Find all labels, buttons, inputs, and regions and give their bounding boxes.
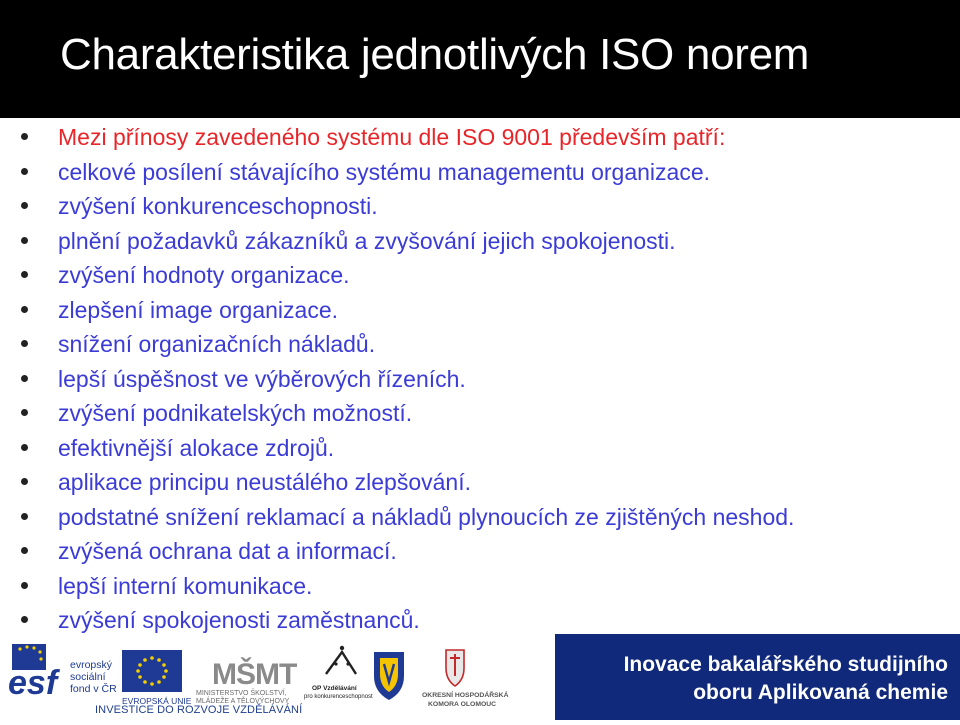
bullet-item <box>0 534 794 569</box>
bullet-text: zlepšení image organizace. <box>58 296 338 323</box>
op-vk-arrow-icon <box>326 652 356 674</box>
esf-line3-text: fond v ČR <box>70 683 117 695</box>
op-line1-text: OP Vzdělávání <box>312 685 357 692</box>
bullet-dot <box>21 616 28 623</box>
bullet-text: Mezi přínosy zavedeného systému dle ISO 9001 především patří: <box>58 124 726 150</box>
bullet-text: zvýšení podnikatelských možností. <box>58 400 413 426</box>
bullet-text: lepší úspěšnost ve výběrových řízeních. <box>58 365 466 392</box>
bullet-text: zvýšení hodnoty organizace. <box>58 262 350 288</box>
bullet-item <box>0 258 794 293</box>
investice-text: INVESTICE DO ROZVOJE VZDĚLÁVÁNÍ <box>95 704 303 716</box>
bullet-item <box>0 396 794 431</box>
esf-line1-text: evropský <box>70 659 113 671</box>
bullet-item <box>0 603 794 634</box>
bullet-text: zvýšená ochrana dat a informací. <box>58 538 397 564</box>
bullet-dot <box>21 168 28 175</box>
bullet-item <box>0 362 794 397</box>
bullet-item-heading <box>0 120 794 155</box>
project-title-line2: oboru Aplikovaná chemie <box>693 681 948 704</box>
bullet-text: celkové posílení stávajícího systému managementu organizace. <box>58 158 711 185</box>
eu-label-text: EVROPSKÁ UNIE <box>122 696 192 706</box>
bullet-text: zvýšení spokojenosti zaměstnanců. <box>58 607 420 633</box>
bullet-item <box>0 500 794 535</box>
bullet-dot <box>21 202 28 209</box>
bullet-item <box>0 224 794 259</box>
bullet-text: zvýšení konkurenceschopnosti. <box>58 193 378 219</box>
op-vk-dot-icon <box>340 646 344 650</box>
bullet-dot <box>21 444 28 451</box>
bullet-dot <box>21 133 28 140</box>
ohk-logo <box>422 650 509 708</box>
msmt-logo <box>196 657 297 705</box>
bullet-item <box>0 155 794 190</box>
bullet-dot <box>21 271 28 278</box>
ohk-line1-text: OKRESNÍ HOSPODÁŘSKÁ <box>422 692 509 699</box>
bullet-text: aplikace principu neustálého zlepšování. <box>58 469 471 495</box>
msmt-line2-text: MLÁDEŽE A TĚLOVÝCHOVY <box>196 698 290 705</box>
slide-title: Charakteristika jednotlivých ISO norem <box>60 30 810 79</box>
bullet-list <box>0 120 794 634</box>
bullet-item <box>0 431 794 466</box>
esf-logo <box>8 644 117 702</box>
bullet-text: efektivnější alokace zdrojů. <box>58 434 335 461</box>
bullet-item <box>0 569 794 604</box>
bullet-item <box>0 327 794 362</box>
footer-bar <box>0 634 960 720</box>
ohk-line2-text: KOMORA OLOMOUC <box>428 701 497 708</box>
bullet-item <box>0 465 794 500</box>
bullet-dot <box>21 478 28 485</box>
eu-logo <box>122 650 192 706</box>
bullet-dot <box>21 375 28 382</box>
bullet-text: podstatné snížení reklamací a nákladů plynoucích ze zjištěných neshod. <box>58 503 795 530</box>
project-title-line1: Inovace bakalářského studijního <box>623 653 948 676</box>
bullet-text: snížení organizačních nákladů. <box>58 331 376 357</box>
bullet-item <box>0 293 794 328</box>
project-banner <box>555 634 960 720</box>
footer-logo-strip <box>0 634 555 720</box>
bullet-item <box>0 189 794 224</box>
msmt-brand-text: MŠMT <box>212 658 297 691</box>
bullet-dot <box>21 582 28 589</box>
op-vk-logo <box>304 646 373 700</box>
msmt-line1-text: MINISTERSTVO ŠKOLSTVÍ, <box>196 690 287 697</box>
bullet-area <box>0 118 960 634</box>
op-line2-text: pro konkurenceschopnost <box>304 694 373 700</box>
bullet-dot <box>21 340 28 347</box>
bullet-dot <box>21 306 28 313</box>
bullet-dot <box>21 409 28 416</box>
title-bar <box>0 0 960 118</box>
university-logo <box>374 652 404 700</box>
bullet-text: lepší interní komunikace. <box>58 572 313 599</box>
bullet-dot <box>21 237 28 244</box>
bullet-text: plnění požadavků zákazníků a zvyšování jejich spokojenosti. <box>58 227 676 254</box>
bullet-dot <box>21 513 28 520</box>
esf-brand-text: esf <box>8 664 58 702</box>
esf-line2-text: sociální <box>70 671 106 683</box>
bullet-dot <box>21 547 28 554</box>
